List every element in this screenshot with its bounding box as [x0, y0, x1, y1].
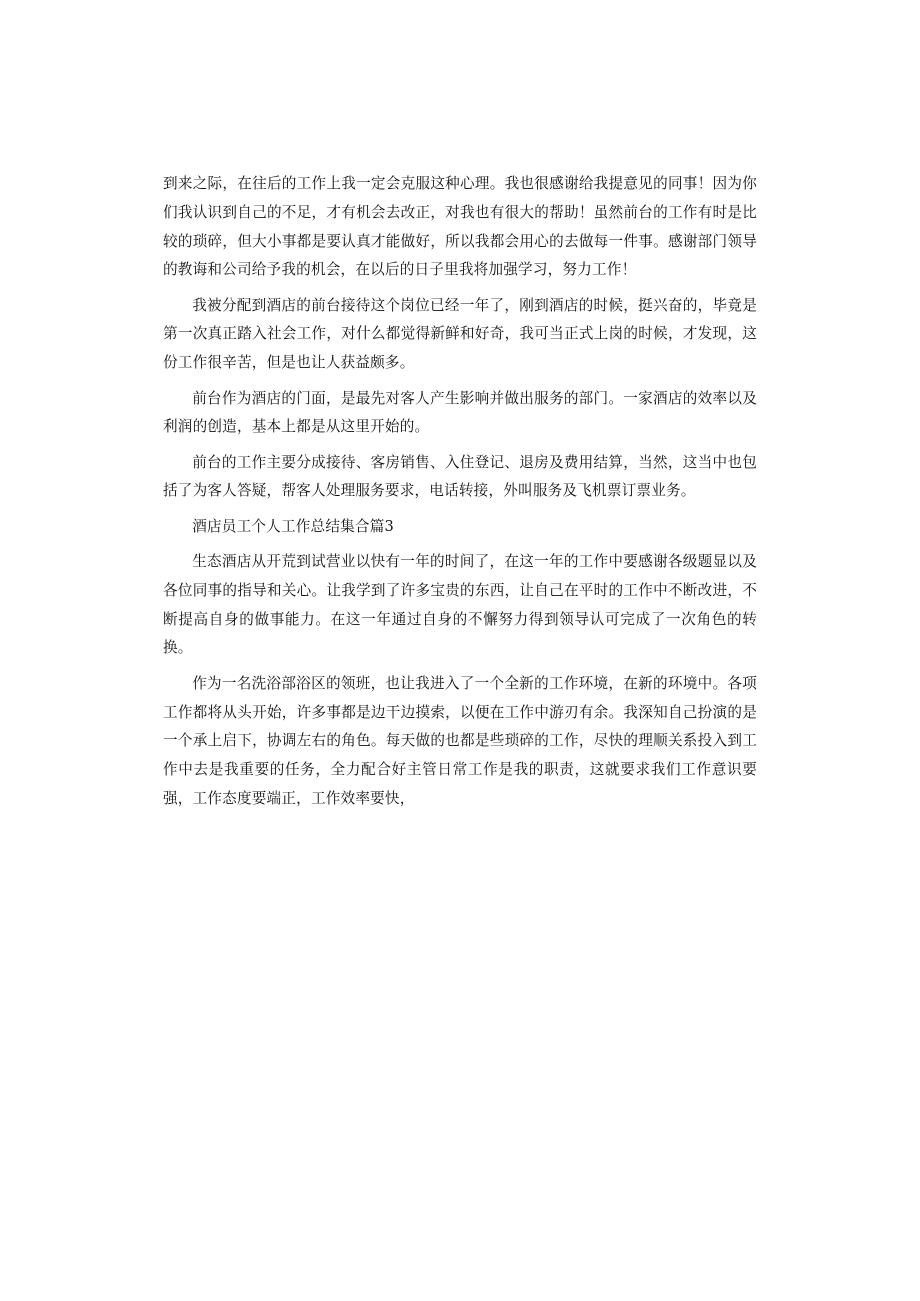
paragraph-2: 我被分配到酒店的前台接待这个岗位已经一年了，刚到酒店的时候，挺兴奋的，毕竟是第一次真正踏入社会工作，对什么都觉得新鲜和好奇，我可当正式上岗的时候，才发现，这份工作很辛苦，但是也让人获益颇多。	[163, 296, 757, 372]
paragraph-4: 前台的工作主要分成接待、客房销售、入住登记、退房及费用结算，当然，这当中也包括了为客人答疑，帮客人处理服务要求，电话转接，外叫服务及飞机票订票业务。	[163, 453, 757, 500]
paragraph-1: 到来之际，在往后的工作上我一定会克服这种心理。我也很感谢给我提意见的同事！因为你们我认识到自己的不足，才有机会去改正，对我也有很大的帮助！虽然前台的工作有时是比较的琐碎，但大小事都是要认真才能做好，所以我都会用心的去做每一件事。感谢部门领导的教诲和公司给予我的机会，在以后的日子里我将加强学习，努力工作！	[163, 175, 757, 279]
section-paragraph-1: 生态酒店从开荒到试营业以快有一年的时间了，在这一年的工作中要感谢各级题显以及各位同事的指导和关心。让我学到了许多宝贵的东西，让自己在平时的工作中不断改进，不断提高自身的做事能力。在这一年通过自身的不懈努力得到领导认可完成了一次角色的转换。	[163, 553, 757, 657]
section-paragraph-2: 作为一名洗浴部浴区的领班，也让我进入了一个全新的工作环境，在新的环境中。各项工作都将从头开始，许多事都是边干边摸索，以便在工作中游刃有余。我深知自己扮演的是一个承上启下，协调左右的角色。每天做的也都是些琐碎的工作，尽快的理顺关系投入到工作中去是我重要的任务，全力配合好主管日常工作是我的职责，这就要求我们工作意识要强，工作态度要端正，工作效率要快，	[163, 674, 757, 807]
paragraph-3: 前台作为酒店的门面，是最先对客人产生影响并做出服务的部门。一家酒店的效率以及利润的创造，基本上都是从这里开始的。	[163, 389, 757, 436]
document-body	[163, 170, 757, 820]
section-title: 酒店员工个人工作总结集合篇3	[192, 517, 394, 535]
